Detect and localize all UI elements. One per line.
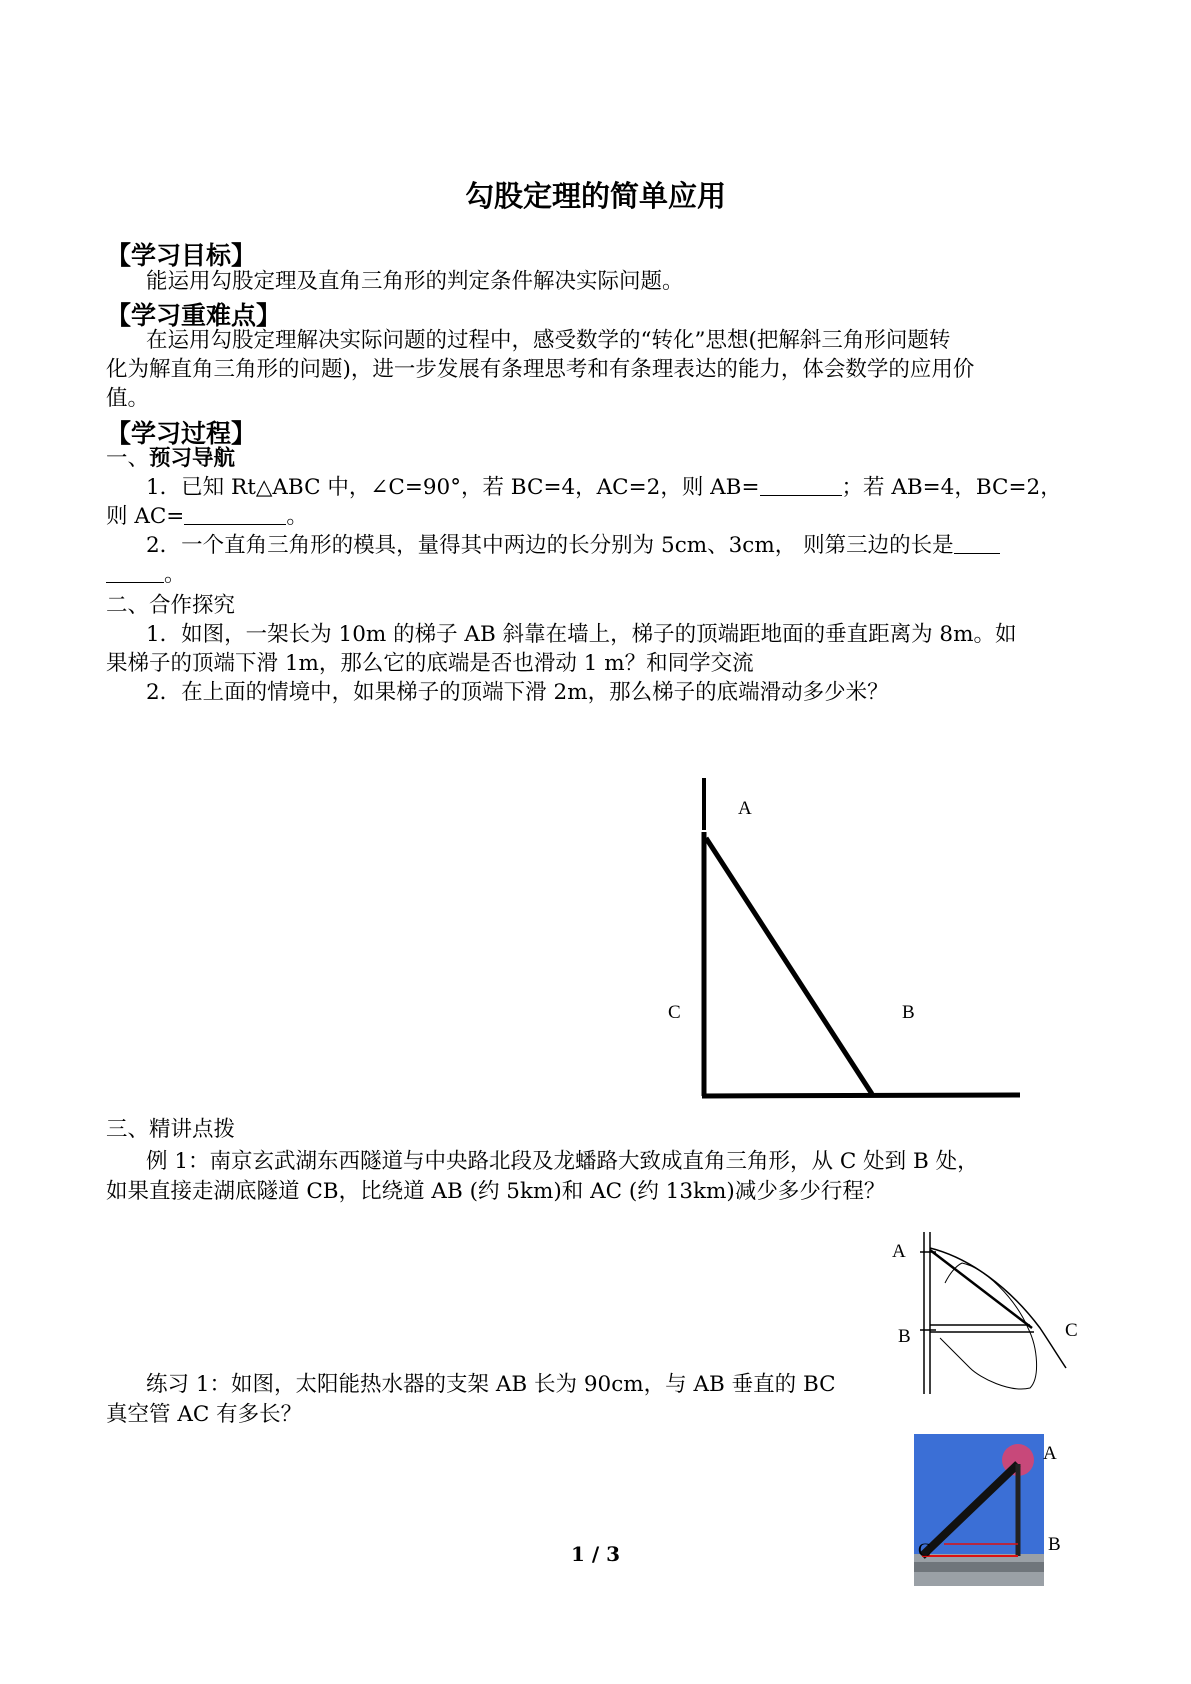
q1-text-a: 1．已知 Rt△ABC 中，∠C=90°，若 BC=4，AC=2，则 AB=: [146, 475, 760, 500]
explore-q1-line2: 果梯子的顶端下滑 1m，那么它的底端是否也滑动 1 m？和同学交流: [106, 651, 754, 676]
solar-label-b: B: [1048, 1534, 1061, 1555]
preview-label-num: 一、: [106, 446, 150, 471]
q1-blank-ac[interactable]: [184, 506, 286, 525]
preview-question-1-cont: [106, 503, 308, 531]
example-1-line1: 例 1：南京玄武湖东西隧道与中央路北段及龙蟠路大致成直角三角形，从 C 处到 B 处，: [146, 1149, 979, 1174]
page-title: 勾股定理的简单应用: [464, 179, 726, 213]
preview-label-text: 预习导航: [149, 446, 236, 471]
goal-heading: 【学习目标】: [106, 241, 257, 270]
preview-question-2: [146, 532, 1000, 560]
ladder-line: [706, 838, 872, 1094]
key-points-text-2: 化为解直角三角形的问题)，进一步发展有条理思考和有条理表达的能力，体会数学的应用价: [106, 357, 975, 382]
key-points-heading: 【学习重难点】: [106, 301, 282, 330]
q2-text-b: 。: [164, 562, 186, 587]
lake-map-figure: [900, 1228, 1090, 1398]
solar-label-a: A: [1043, 1443, 1057, 1464]
practice-1-line2: 真空管 AC 有多长？: [106, 1402, 303, 1427]
example-1-line2: 如果直接走湖底隧道 CB，比绕道 AB (约 5km)和 AC (约 13km)减少多少行程？: [106, 1179, 886, 1204]
page-number: 1 / 3: [570, 1542, 621, 1566]
ground-line: [702, 1095, 1020, 1096]
q1-text-d: 。: [286, 504, 308, 529]
ladder-label-a: A: [738, 798, 752, 819]
solar-label-c: C: [918, 1540, 931, 1561]
map-label-c: C: [1065, 1320, 1078, 1341]
q2-text-a: 2．一个直角三角形的模具，量得其中两边的长分别为 5cm、3cm， 则第三边的长是: [146, 533, 954, 558]
practice-1-line1: 练习 1：如图，太阳能热水器的支架 AB 长为 90cm，与 AB 垂直的 BC: [146, 1372, 836, 1397]
explore-q2-line1: 2．在上面的情境中，如果梯子的顶端下滑 2m，那么梯子的底端滑动多少米？: [146, 680, 889, 705]
lecture-label: 三、精讲点拨: [106, 1117, 236, 1142]
q1-text-c: 则 AC=: [106, 504, 185, 529]
ladder-figure: [600, 770, 1040, 1110]
preview-question-1: [146, 474, 1062, 502]
key-points-text-3: 值。: [106, 386, 150, 411]
goal-text: 能运用勾股定理及直角三角形的判定条件解决实际问题。: [146, 269, 684, 294]
ladder-label-b: B: [902, 1002, 915, 1023]
q1-text-b: ；若 AB=4，BC=2，: [841, 475, 1062, 500]
q2-blank-2[interactable]: [106, 564, 164, 583]
map-hypotenuse: [930, 1250, 1032, 1328]
key-points-text-1: 在运用勾股定理解决实际问题的过程中，感受数学的“转化”思想(把解斜三角形问题转: [146, 328, 951, 353]
explore-q1-line1: 1．如图，一架长为 10m 的梯子 AB 斜靠在墙上，梯子的顶端距地面的垂直距离为 8m。如: [146, 622, 1017, 647]
map-label-b: B: [898, 1326, 911, 1347]
explore-label: 二、合作探究: [106, 593, 236, 618]
map-lake-outline: [940, 1263, 1037, 1389]
q1-blank-ab[interactable]: [760, 477, 842, 496]
preview-label: [106, 445, 235, 473]
ladder-label-c: C: [668, 1002, 681, 1023]
map-label-a: A: [892, 1241, 906, 1262]
q2-blank-1[interactable]: [954, 535, 1000, 554]
process-heading: 【学习过程】: [106, 419, 257, 448]
preview-question-2-cont: [106, 561, 186, 589]
